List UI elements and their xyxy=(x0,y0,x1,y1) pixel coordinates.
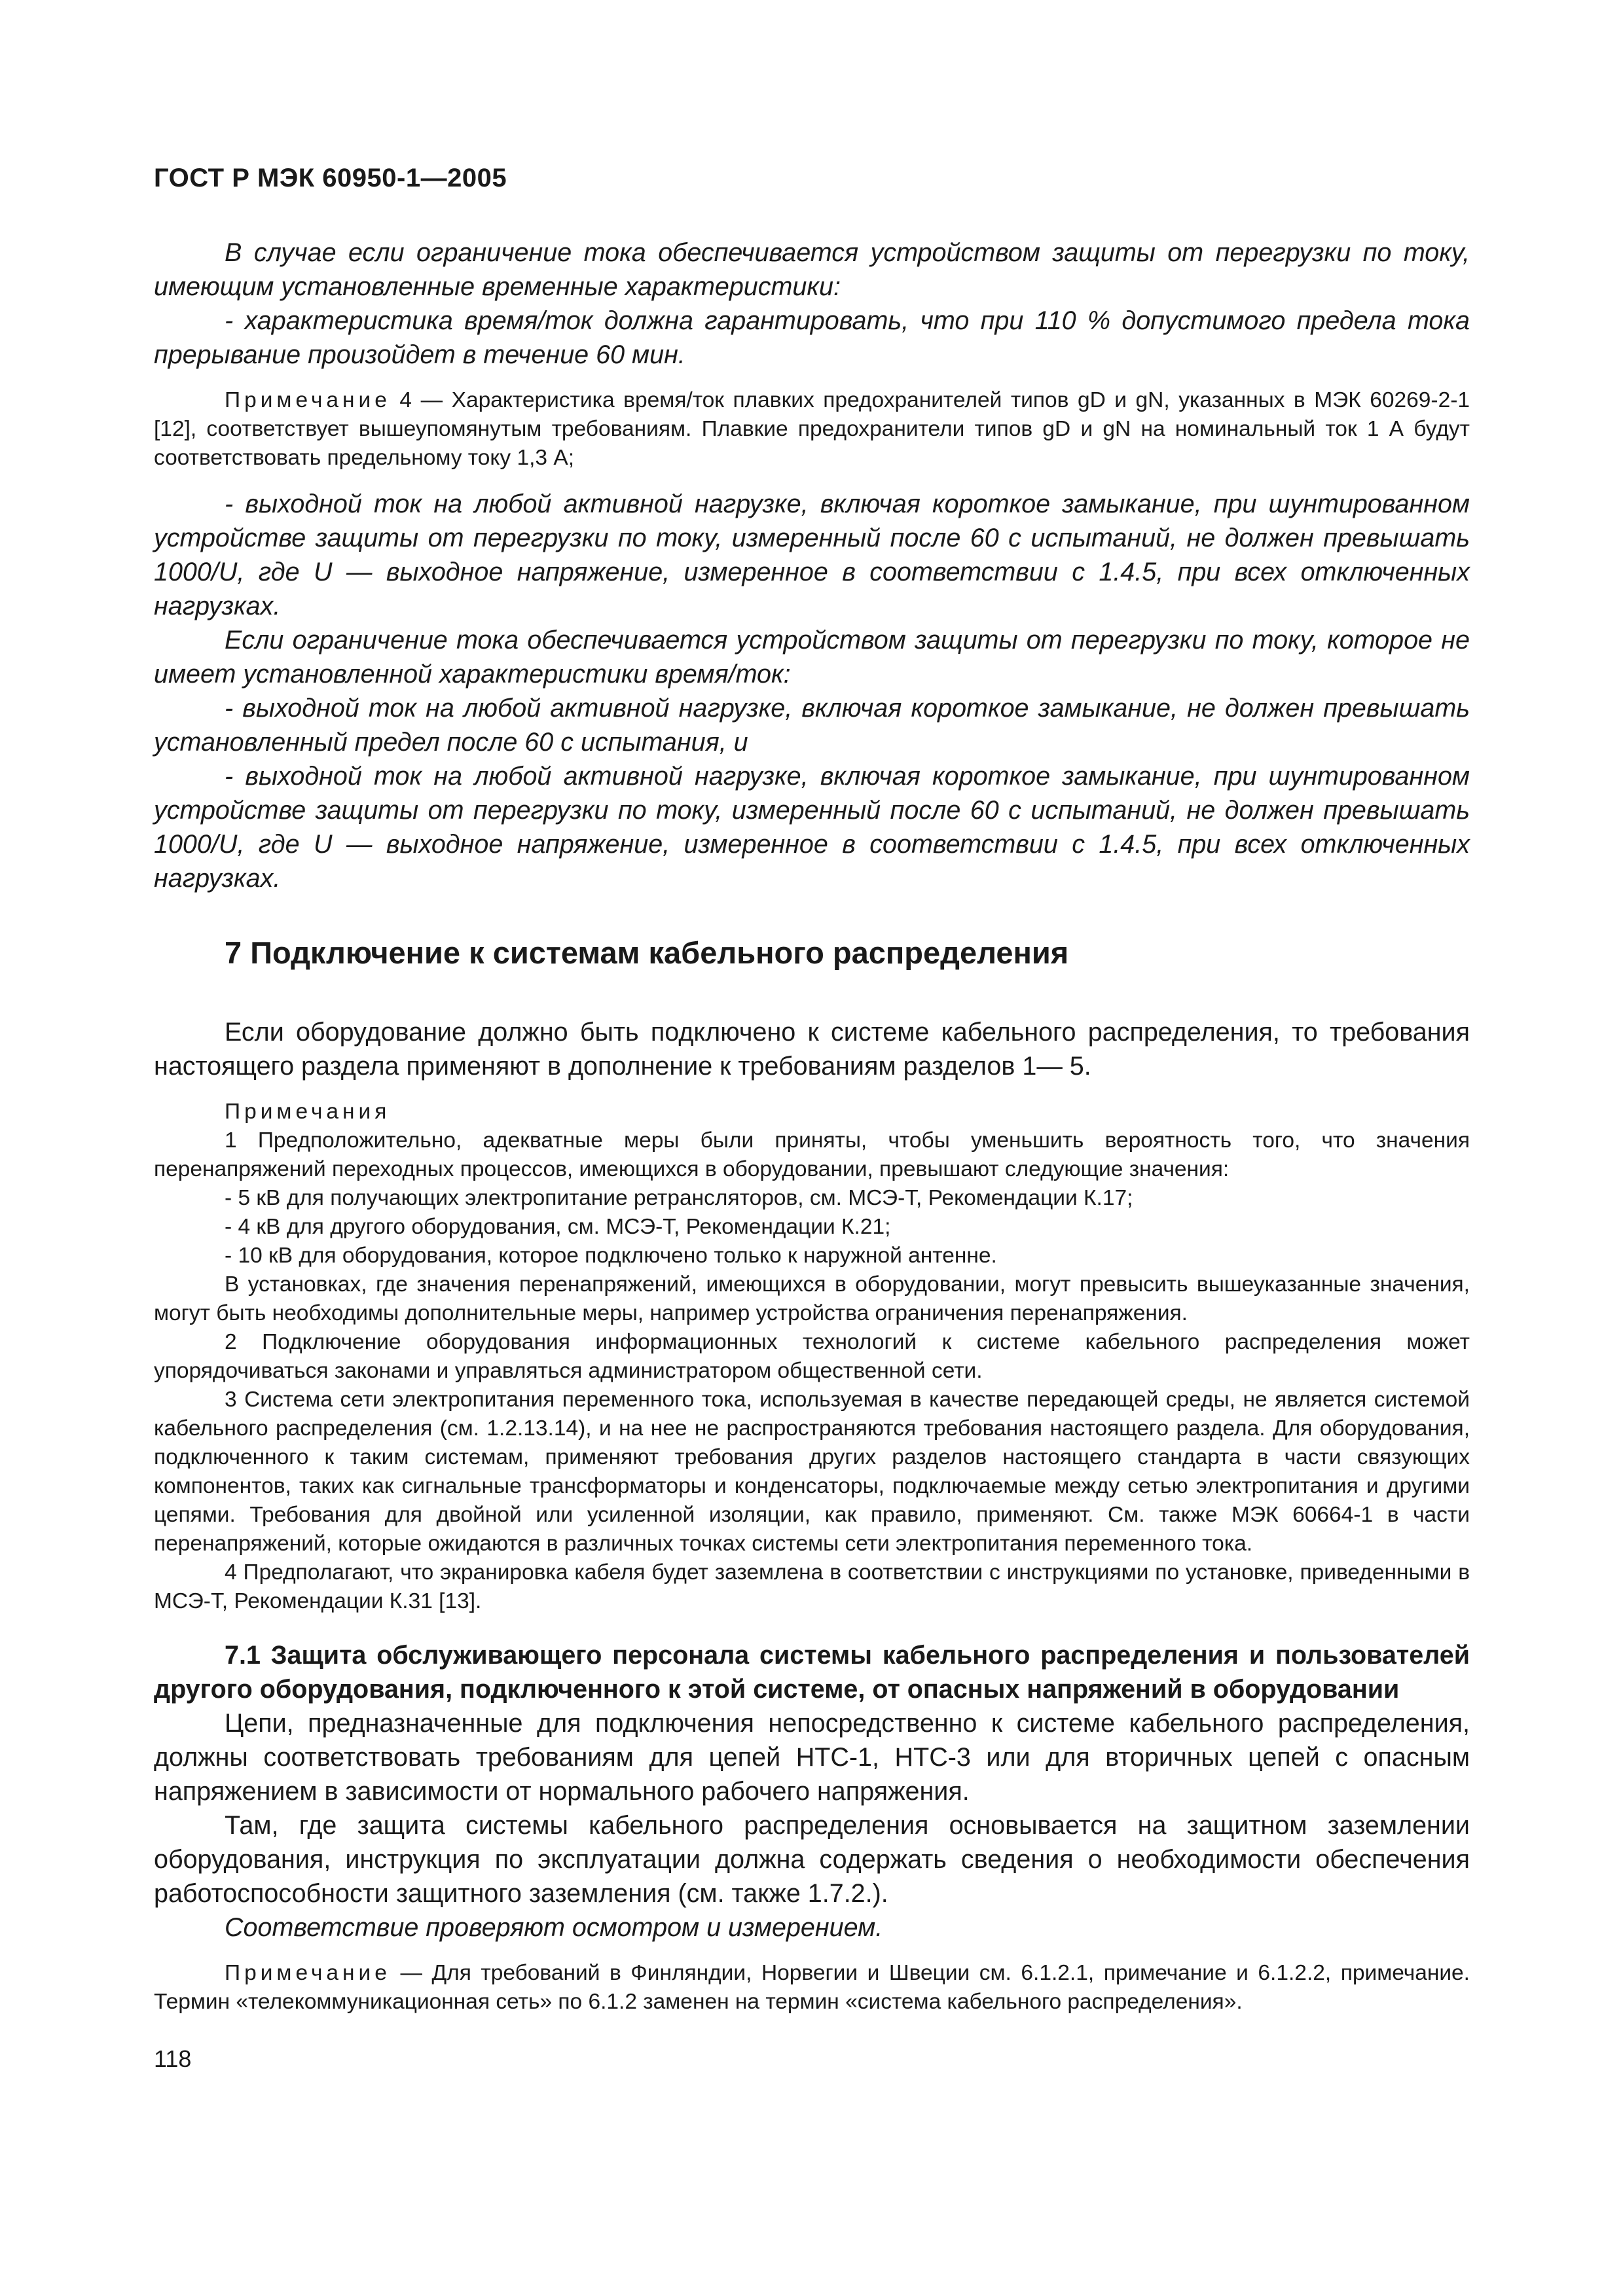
note-label: Примечание xyxy=(225,1961,391,1985)
section-7-title: 7 Подключение к системам кабельного распределения xyxy=(225,935,1069,970)
note-item: В установках, где значения перенапряжений, имеющихся в оборудовании, могут превысить вышеуказанные значения, могут быть необходимы дополнительные меры, например устройства ограничения перенапряжения. xyxy=(154,1272,1470,1325)
paragraph-output-shunted: - выходной ток на любой активной нагрузке, включая короткое замыкание, при шунтированном устройстве защиты от перегрузки по току, измеренный после 60 с испытаний, не должен превышать 1000/U, где U — выходное напряжение, измеренное в соответствии с 1.4.5, при всех отключенных нагрузках. xyxy=(154,490,1470,620)
note-item: 4 Предполагают, что экранировка кабеля будет заземлена в соответствии с инструкциями по установке, приведенными в МСЭ-Т, Рекомендации К.31 [13]. xyxy=(154,1560,1470,1613)
paragraph-overcurrent-intro: В случае если ограничение тока обеспечивается устройством защиты от перегрузки по току, имеющим установленные временные характеристики: xyxy=(154,238,1470,301)
note-item: 1 Предположительно, адекватные меры были приняты, чтобы уменьшить вероятность того, что значения перенапряжений переходных процессов, имеющихся в оборудовании, превышают следующие значения: xyxy=(154,1128,1470,1181)
page-number: 118 xyxy=(154,2045,192,2072)
section-7-1-title: 7.1 Защита обслуживающего персонала системы кабельного распределения и пользователей другого оборудования, подключенного к этой системе, от опасных напряжений в оборудовании xyxy=(154,1641,1470,1704)
notes-label: Примечания xyxy=(225,1100,391,1124)
note-item: - 4 кВ для другого оборудования, см. МСЭ-Т, Рекомендации К.21; xyxy=(225,1215,891,1239)
note-item: 2 Подключение оборудования информационных технологий к системе кабельного распределения может упорядочиваться законами и управляться администратором общественной сети. xyxy=(154,1330,1470,1383)
section-7-1-paragraph: Там, где защита системы кабельного распределения основывается на защитном заземлении оборудования, инструкция по эксплуатации должна содержать сведения о необходимости обеспечения работоспособности защитного заземления (см. также 1.7.2.). xyxy=(154,1811,1470,1908)
note-text: 4 — Характеристика время/ток плавких предохранителей типов gD и gN, указанных в МЭК 60269-2-1 [12], соответствует вышеупомянутым требованиям. Плавкие предохранители типов gD и gN на номинальный ток 1 А будут соответствовать предельному току 1,3 А; xyxy=(154,388,1470,470)
paragraph-output-limit: - выходной ток на любой активной нагрузке, включая короткое замыкание, не должен превышать установленный предел после 60 с испытания, и xyxy=(154,694,1470,757)
note-item: 3 Система сети электропитания переменного тока, используемая в качестве передающей среды, не является системой кабельного распределения (см. 1.2.13.14), и на нее не распространяются требования настоящего раздела. Для оборудования, подключенного к таким системам, применяют требования других разделов настоящего стандарта в части связующих компонентов, таких как сигнальные трансформаторы и конденсаторы, подключаемые между сетью электропитания и другими цепями. Требования для двойной или усиленной изоляции, как правило, применяют. См. также МЭК 60664-1 в части перенапряжений, которые ожидаются в различных точках системы сети электропитания переменного тока. xyxy=(154,1388,1470,1556)
note-label: Примечание xyxy=(225,388,391,412)
compliance-statement: Соответствие проверяют осмотром и измерением. xyxy=(225,1913,883,1942)
document-page xyxy=(154,164,1470,2073)
paragraph-time-current: - характеристика время/ток должна гарантировать, что при 110 % допустимого предела тока прерывание произойдет в течение 60 мин. xyxy=(154,306,1470,369)
paragraph-output-shunted-2: - выходной ток на любой активной нагрузке, включая короткое замыкание, при шунтированном устройстве защиты от перегрузки по току, измеренный после 60 с испытаний, не должен превышать 1000/U, где U — выходное напряжение, измеренное в соответствии с 1.4.5, при всех отключенных нагрузках. xyxy=(154,762,1470,893)
note-4 xyxy=(154,386,1470,473)
section-7-intro: Если оборудование должно быть подключено к системе кабельного распределения, то требования настоящего раздела применяют в дополнение к требованиям разделов 1— 5. xyxy=(154,1018,1470,1081)
paragraph-no-time-characteristic: Если ограничение тока обеспечивается устройством защиты от перегрузки по току, которое не имеет установленной характеристики время/ток: xyxy=(154,626,1470,689)
note-text: — Для требований в Финляндии, Норвегии и Швеции см. 6.1.2.1, примечание и 6.1.2.2, примечание. Термин «телекоммуникационная сеть» по 6.1.2 заменен на термин «система кабельного распределения». xyxy=(154,1961,1470,2014)
note-item: - 5 кВ для получающих электропитание ретрансляторов, см. МСЭ-Т, Рекомендации К.17; xyxy=(225,1186,1133,1210)
section-7-1-paragraph: Цепи, предназначенные для подключения непосредственно к системе кабельного распределения, должны соответствовать требованиям для цепей НТС-1, НТС-3 или для вторичных цепей с опасным напряжением в зависимости от нормального рабочего напряжения. xyxy=(154,1709,1470,1806)
note-7-1 xyxy=(154,1959,1470,2017)
standard-header: ГОСТ Р МЭК 60950-1—2005 xyxy=(154,164,507,192)
note-item: - 10 кВ для оборудования, которое подключено только к наружной антенне. xyxy=(225,1244,997,1268)
